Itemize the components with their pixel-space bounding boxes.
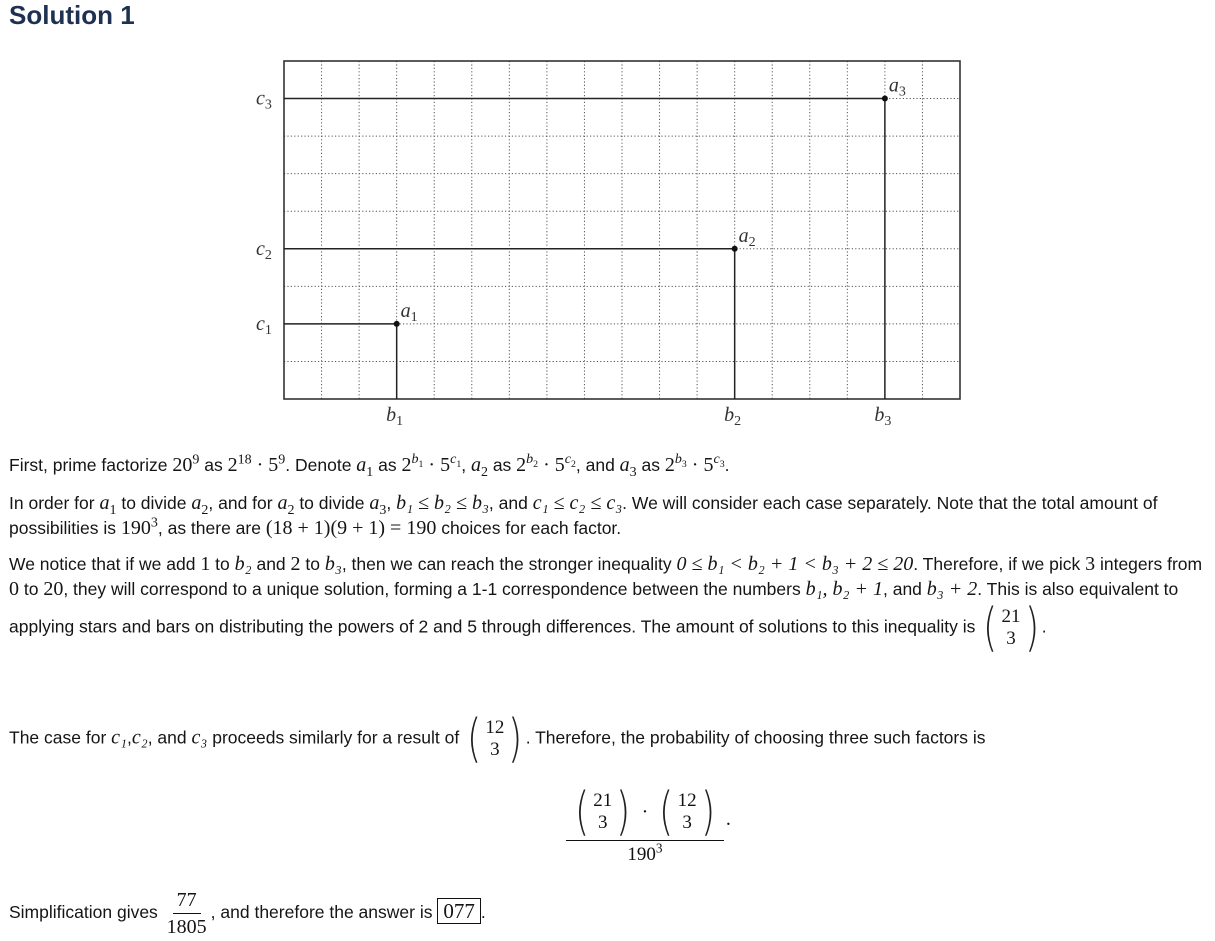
text: , and therefore the answer is <box>210 902 438 923</box>
math-190-cubed: $190^3$ <box>120 515 158 539</box>
binom-top: 12 <box>677 790 697 811</box>
paragraph-answer <box>9 888 1209 939</box>
paragraph-factorization <box>9 453 1209 478</box>
text: , and <box>488 493 533 513</box>
text: integers from <box>1095 554 1203 574</box>
binom-bottom: 3 <box>490 739 500 760</box>
binomial-12-choose-3: ( 12 3 ) <box>467 709 523 769</box>
binom-bottom: 3 <box>598 812 608 833</box>
text: to <box>210 554 235 574</box>
math-b-inequality: b₁ ≤ b₂ ≤ b₃ <box>396 492 489 514</box>
math-choices-count: (18 + 1)(9 + 1) = 190 <box>265 517 437 539</box>
math-c3: c₃ <box>191 726 208 749</box>
binom-bottom: 3 <box>682 812 692 833</box>
text: as <box>199 455 228 475</box>
fraction-denominator: $190^3$ <box>627 840 663 865</box>
binomial-12-choose-3: ( 12 3 ) <box>659 782 715 842</box>
math-a3: $a_3$ <box>619 454 637 480</box>
binomial-21-choose-3: ( 21 3 ) <box>575 782 631 842</box>
text: to divide <box>116 493 192 513</box>
text: as <box>487 455 517 475</box>
text: . <box>1041 616 1047 637</box>
fraction-77-over-1805 <box>163 888 211 939</box>
math-prime-factorization: $2^{18} \cdot 5^9$ <box>227 452 286 476</box>
text: , and <box>575 455 620 475</box>
paragraph-c-case <box>9 709 1209 769</box>
math-number: 2 <box>290 553 301 575</box>
text: as <box>373 455 402 475</box>
text: The case for <box>9 727 112 748</box>
axis-label-b1: $b_1$ <box>386 404 404 429</box>
figure-frame <box>284 61 960 399</box>
text: proceeds similarly for a result of <box>207 727 465 748</box>
math-number: 1 <box>200 553 211 575</box>
text: . Denote <box>285 455 357 475</box>
math-a1: $a_1$ <box>356 454 374 480</box>
math-b3-plus-2: b₃ + 2 <box>926 578 978 600</box>
text: to <box>300 554 325 574</box>
point-a3 <box>882 96 888 102</box>
math-a2: $a_2$ <box>277 492 295 518</box>
math-b3: b₃ <box>324 553 342 575</box>
math-a1: $a_1$ <box>99 492 117 518</box>
text: , and <box>147 727 192 748</box>
boxed-answer: 077 <box>437 898 481 924</box>
text: . This is also equivalent to applying stars and bars on distributing the powers of 2 and 5 through differences. The amount of solutions to this inequality is <box>9 579 1179 637</box>
fraction-numerator: 77 <box>173 888 201 914</box>
point-label-a1: $a_1$ <box>400 299 418 325</box>
math-20-pow-9: $20^9$ <box>172 452 200 476</box>
text: . Therefore, the probability of choosing three such factors is <box>525 727 986 748</box>
text: . <box>724 455 730 475</box>
text: . Therefore, if we pick <box>913 554 1086 574</box>
fraction-denominator: 1805 <box>166 916 207 938</box>
text: . <box>480 902 486 923</box>
period: . <box>725 808 731 830</box>
dotted-grid <box>284 61 960 399</box>
math-c-inequality: c₁ ≤ c₂ ≤ c₃ <box>532 492 623 514</box>
probability-display-equation <box>566 782 731 867</box>
math-strict-inequality: 0 ≤ b₁ < b₂ + 1 < b₃ + 2 ≤ 20 <box>676 553 914 575</box>
math-a3-expression: $2^{b_3} \cdot 5^{c_3}$ <box>664 452 725 476</box>
point-label-a3: $a_3$ <box>888 74 906 100</box>
fraction-numerator <box>566 782 724 842</box>
text: , as there are <box>157 518 266 538</box>
binom-top: 12 <box>485 717 505 738</box>
text: . We will consider each case separately. Note that the total amount of possibilities is <box>9 493 1158 538</box>
math-a2: $a_2$ <box>191 492 209 518</box>
staircase-paths <box>284 96 888 399</box>
point-label-a2: $a_2$ <box>738 224 756 250</box>
math-number: 3 <box>1085 553 1096 575</box>
lattice-figure <box>240 55 970 435</box>
binom-top: 21 <box>593 790 613 811</box>
text: , then we can reach the stronger inequality <box>341 554 677 574</box>
text: , <box>461 455 471 475</box>
multiplication-dot: · <box>641 800 649 823</box>
paragraph-divisibility <box>9 491 1209 541</box>
math-numbers: b₁, b₂ + 1 <box>805 578 883 600</box>
axis-label-c2: $c_2$ <box>256 237 272 263</box>
text: to divide <box>294 493 370 513</box>
math-number: 0 <box>9 578 19 600</box>
figure-labels <box>256 75 906 429</box>
text: In order for <box>9 493 100 513</box>
binomial-21-choose-3: ( 21 3 ) <box>983 598 1039 658</box>
point-a1 <box>394 321 400 327</box>
point-a2 <box>732 246 738 252</box>
text: Simplification gives <box>9 902 163 923</box>
probability-fraction <box>566 782 724 867</box>
paragraph-stars-and-bars <box>9 552 1209 658</box>
text: , and for <box>208 493 278 513</box>
math-a2: $a_2$ <box>470 454 488 480</box>
text: to <box>19 579 44 599</box>
binom-top: 21 <box>1001 606 1021 627</box>
math-a2-expression: $2^{b_2} \cdot 5^{c_2}$ <box>516 452 576 476</box>
text: and <box>251 554 291 574</box>
text: We notice that if we add <box>9 554 201 574</box>
axis-label-c1: $c_1$ <box>256 312 272 338</box>
text: as <box>636 455 665 475</box>
axis-label-c3: $c_3$ <box>256 87 272 113</box>
math-c2: c₂ <box>131 726 148 749</box>
axis-label-b2: $b_2$ <box>724 404 742 429</box>
text: , they will correspond to a unique solution, forming a 1-1 correspondence between the numbers <box>63 579 806 599</box>
text: , <box>386 493 397 513</box>
binom-bottom: 3 <box>1006 628 1016 649</box>
math-b2: b₂ <box>234 553 252 575</box>
math-a3: $a_3$ <box>369 492 387 518</box>
math-number: 20 <box>43 578 64 600</box>
text: First, prime factorize <box>9 455 173 475</box>
text: , <box>126 727 132 748</box>
text: , and <box>882 579 927 599</box>
math-c1: c₁ <box>111 726 127 749</box>
solution-heading: Solution 1 <box>9 0 135 30</box>
math-a1-expression: $2^{b_1} \cdot 5^{c_1}$ <box>401 452 462 476</box>
text: choices for each factor. <box>436 518 622 538</box>
axis-label-b3: $b_3$ <box>874 404 892 429</box>
